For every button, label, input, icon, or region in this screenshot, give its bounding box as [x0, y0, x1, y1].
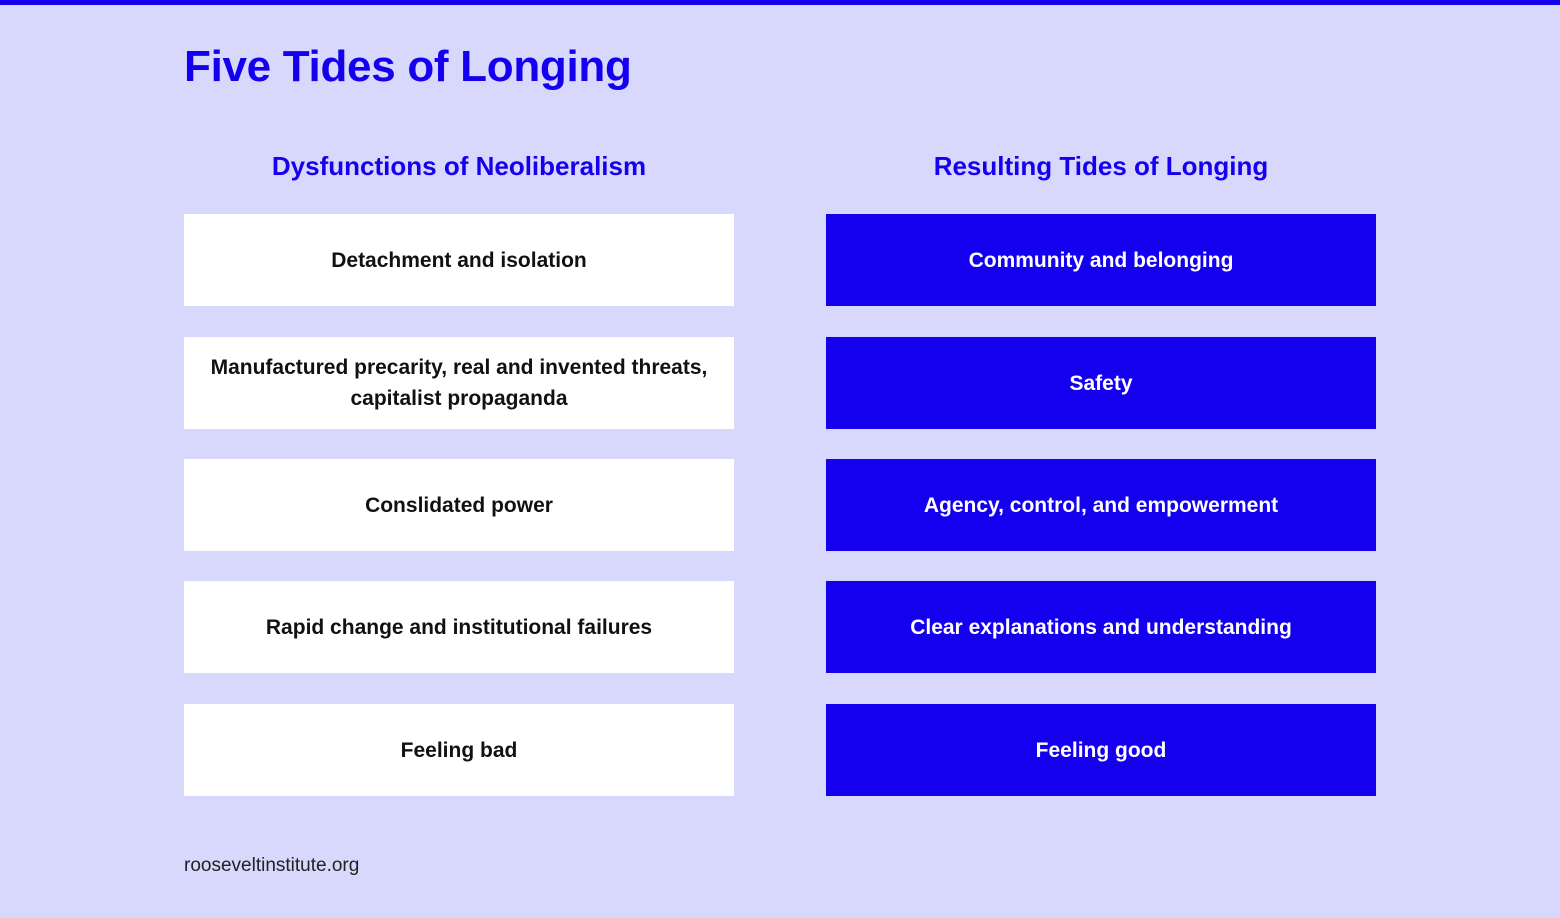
- dysfunction-label: Conslidated power: [365, 493, 553, 517]
- dysfunction-box: [184, 337, 734, 429]
- tide-label: Clear explanations and understanding: [910, 615, 1292, 639]
- dysfunction-box: [184, 704, 734, 796]
- dysfunction-label: Rapid change and institutional failures: [265, 615, 653, 639]
- tide-box: [826, 459, 1376, 551]
- dysfunction-box: [184, 581, 734, 673]
- dysfunction-label: Feeling bad: [400, 738, 518, 762]
- footer-source: rooseveltinstitute.org: [184, 855, 360, 876]
- column-header-tides: Resulting Tides of Longing: [933, 151, 1269, 181]
- tide-label: Feeling good: [1035, 738, 1167, 762]
- tide-box: [826, 704, 1376, 796]
- dysfunction-box: [184, 214, 734, 306]
- dysfunction-box: [184, 459, 734, 551]
- tide-box: [826, 337, 1376, 429]
- top-accent-bar: [0, 0, 1560, 5]
- dysfunction-label: Detachment and isolation: [331, 248, 587, 272]
- dysfunction-label: Manufactured precarity, real and invented threats, capitalist propaganda: [210, 356, 708, 410]
- tide-label: Safety: [1069, 371, 1133, 395]
- tide-label: Agency, control, and empowerment: [923, 493, 1279, 517]
- tide-box: [826, 581, 1376, 673]
- tide-label: Community and belonging: [968, 248, 1234, 272]
- tide-box: [826, 214, 1376, 306]
- page-title: Five Tides of Longing: [184, 42, 632, 91]
- column-header-dysfunctions: Dysfunctions of Neoliberalism: [271, 151, 647, 181]
